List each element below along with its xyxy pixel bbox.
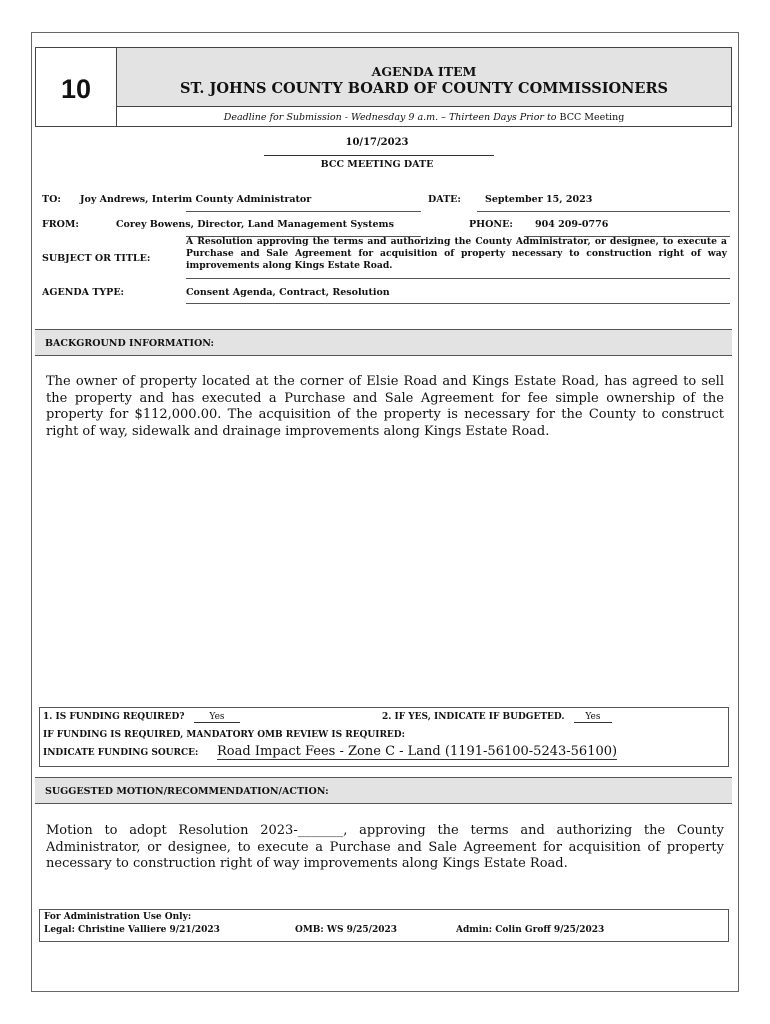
subject-value: A Resolution approving the terms and authorizing the County Administrator, or designee, to execute a Purchase and Sale Agreement for acquisition of property necessary to construction right of way improvements along Kings Estate Road. [186,236,727,271]
budgeted-label: 2. IF YES, INDICATE IF BUDGETED. [382,712,565,722]
from-value: Corey Bowens, Director, Land Management Systems [116,219,394,230]
motion-text: Motion to adopt Resolution 2023-_______, approving the terms and authorizing the County Administrator, or designee, to execute a Purchase and Sale Agreement for acquisition of property necessary to construction right of way improvements along Kings Estate Road. [46,823,724,871]
funding-required-question [43,712,240,723]
header-title-cell [117,48,731,107]
omb-signoff: OMB: WS 9/25/2023 [295,925,398,935]
agenda-form [31,32,739,992]
funding-source-label: INDICATE FUNDING SOURCE: [43,748,199,758]
date-underline [477,211,730,212]
background-heading: BACKGROUND INFORMATION: [45,338,215,349]
background-text: The owner of property located at the corner of Elsie Road and Kings Estate Road, has agreed to sell the property and has executed a Purchase and Sale Agreement for fee simple ownership of the property for $112,000.00. The acquisition of the property is necessary for the County to construct right of way, sidewalk and drainage improvements along Kings Estate Road. [46,374,724,439]
admin-use-box [39,909,729,942]
meeting-date-divider [264,155,494,156]
budgeted-question [382,712,612,723]
background-section-header [35,329,732,356]
funding-required-answer: Yes [194,712,240,723]
deadline-text: Deadline for Submission - Wednesday 9 a.m. – Thirteen Days Prior to [223,112,560,123]
admin-signoff: Admin: Colin Groff 9/25/2023 [456,925,605,935]
to-value: Joy Andrews, Interim County Administrator [80,194,312,205]
omb-review-note: IF FUNDING IS REQUIRED, MANDATORY OMB REVIEW IS REQUIRED: [43,730,405,740]
motion-section-header [35,777,732,804]
subject-underline [186,278,730,279]
admin-use-heading: For Administration Use Only: [44,912,192,922]
item-number: 10 [60,74,92,104]
legal-signoff: Legal: Christine Valliere 9/21/2023 [44,925,220,935]
to-underline [186,211,421,212]
phone-value: 904 209-0776 [535,219,609,230]
agenda-type-label: AGENDA TYPE: [42,287,125,298]
submission-deadline [117,112,731,123]
bcc-meeting-date-label: BCC MEETING DATE [320,159,434,170]
date-label: DATE: [428,194,461,205]
funding-box [39,707,729,767]
header-title-line2: ST. JOHNS COUNTY BOARD OF COUNTY COMMISSIONERS [180,80,668,97]
subject-label: SUBJECT OR TITLE: [42,253,151,264]
deadline-suffix: BCC Meeting [559,112,625,123]
agenda-type-underline [186,303,730,304]
funding-required-label: 1. IS FUNDING REQUIRED? [43,712,185,722]
to-label: TO: [42,194,61,205]
agenda-type-value: Consent Agenda, Contract, Resolution [186,287,390,298]
motion-heading: SUGGESTED MOTION/RECOMMENDATION/ACTION: [45,786,329,797]
item-number-cell [36,48,117,126]
bcc-meeting-date-value: 10/17/2023 [345,137,409,148]
date-value: September 15, 2023 [485,194,593,205]
from-label: FROM: [42,219,79,230]
header-title-line1: AGENDA ITEM [371,64,477,79]
agenda-header [35,47,732,127]
phone-label: PHONE: [469,219,513,230]
funding-source-value: Road Impact Fees - Zone C - Land (1191-56100-5243-56100) [217,744,618,759]
budgeted-answer: Yes [574,712,612,723]
